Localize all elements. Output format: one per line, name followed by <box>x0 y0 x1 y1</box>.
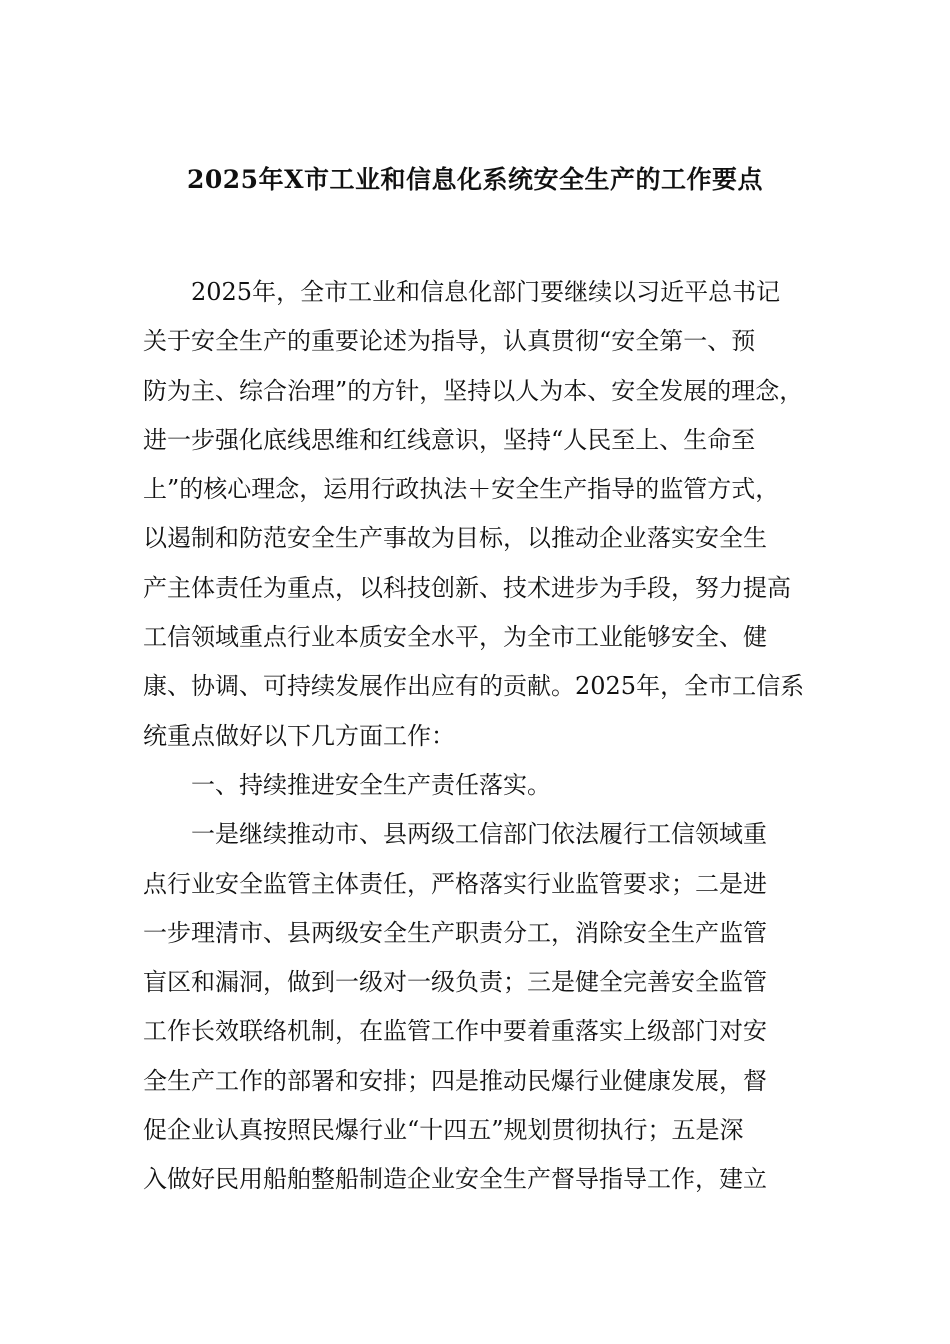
paragraph-line: 盲区和漏洞，做到一级对一级负责；三是健全完善安全监管 <box>143 968 767 997</box>
document-title: 2025年X市工业和信息化系统安全生产的工作要点 <box>187 165 763 194</box>
section-heading: 一、持续推进安全生产责任落实。 <box>191 770 551 799</box>
paragraph-line: 上”的核心理念，运用行政执法＋安全生产指导的监管方式， <box>143 475 780 504</box>
paragraph-line: 产主体责任为重点，以科技创新、技术进步为手段，努力提高 <box>143 573 791 602</box>
paragraph-line: 2025年，全市工业和信息化部门要继续以习近平总书记 <box>191 278 781 306</box>
paragraph-line: 工信领域重点行业本质安全水平，为全市工业能够安全、健 <box>143 623 767 652</box>
paragraph-line: 防为主、综合治理”的方针，坚持以人为本、安全发展的理念， <box>143 376 804 405</box>
paragraph-line: 康、协调、可持续发展作出应有的贡献。2025年，全市工信系 <box>143 672 805 701</box>
paragraph-line: 统重点做好以下几方面工作： <box>143 721 455 750</box>
paragraph-line: 以遏制和防范安全生产事故为目标，以推动企业落实安全生 <box>143 524 767 553</box>
paragraph-line: 关于安全生产的重要论述为指导，认真贯彻“安全第一、预 <box>143 327 756 356</box>
paragraph-line: 促企业认真按照民爆行业“十四五”规划贯彻执行；五是深 <box>143 1116 744 1145</box>
paragraph-line: 入做好民用船舶整船制造企业安全生产督导指导工作，建立 <box>143 1165 767 1194</box>
paragraph-line: 进一步强化底线思维和红线意识，坚持“人民至上、生命至 <box>143 425 756 454</box>
paragraph-line: 一是继续推动市、县两级工信部门依法履行工信领域重 <box>191 820 767 849</box>
paragraph-line: 一步理清市、县两级安全生产职责分工，消除安全生产监管 <box>143 918 767 947</box>
paragraph-line: 全生产工作的部署和安排；四是推动民爆行业健康发展，督 <box>143 1066 767 1095</box>
paragraph-line: 点行业安全监管主体责任，严格落实行业监管要求；二是进 <box>143 869 767 898</box>
paragraph-line: 工作长效联络机制，在监管工作中要着重落实上级部门对安 <box>143 1017 767 1046</box>
document-body <box>143 268 813 1205</box>
